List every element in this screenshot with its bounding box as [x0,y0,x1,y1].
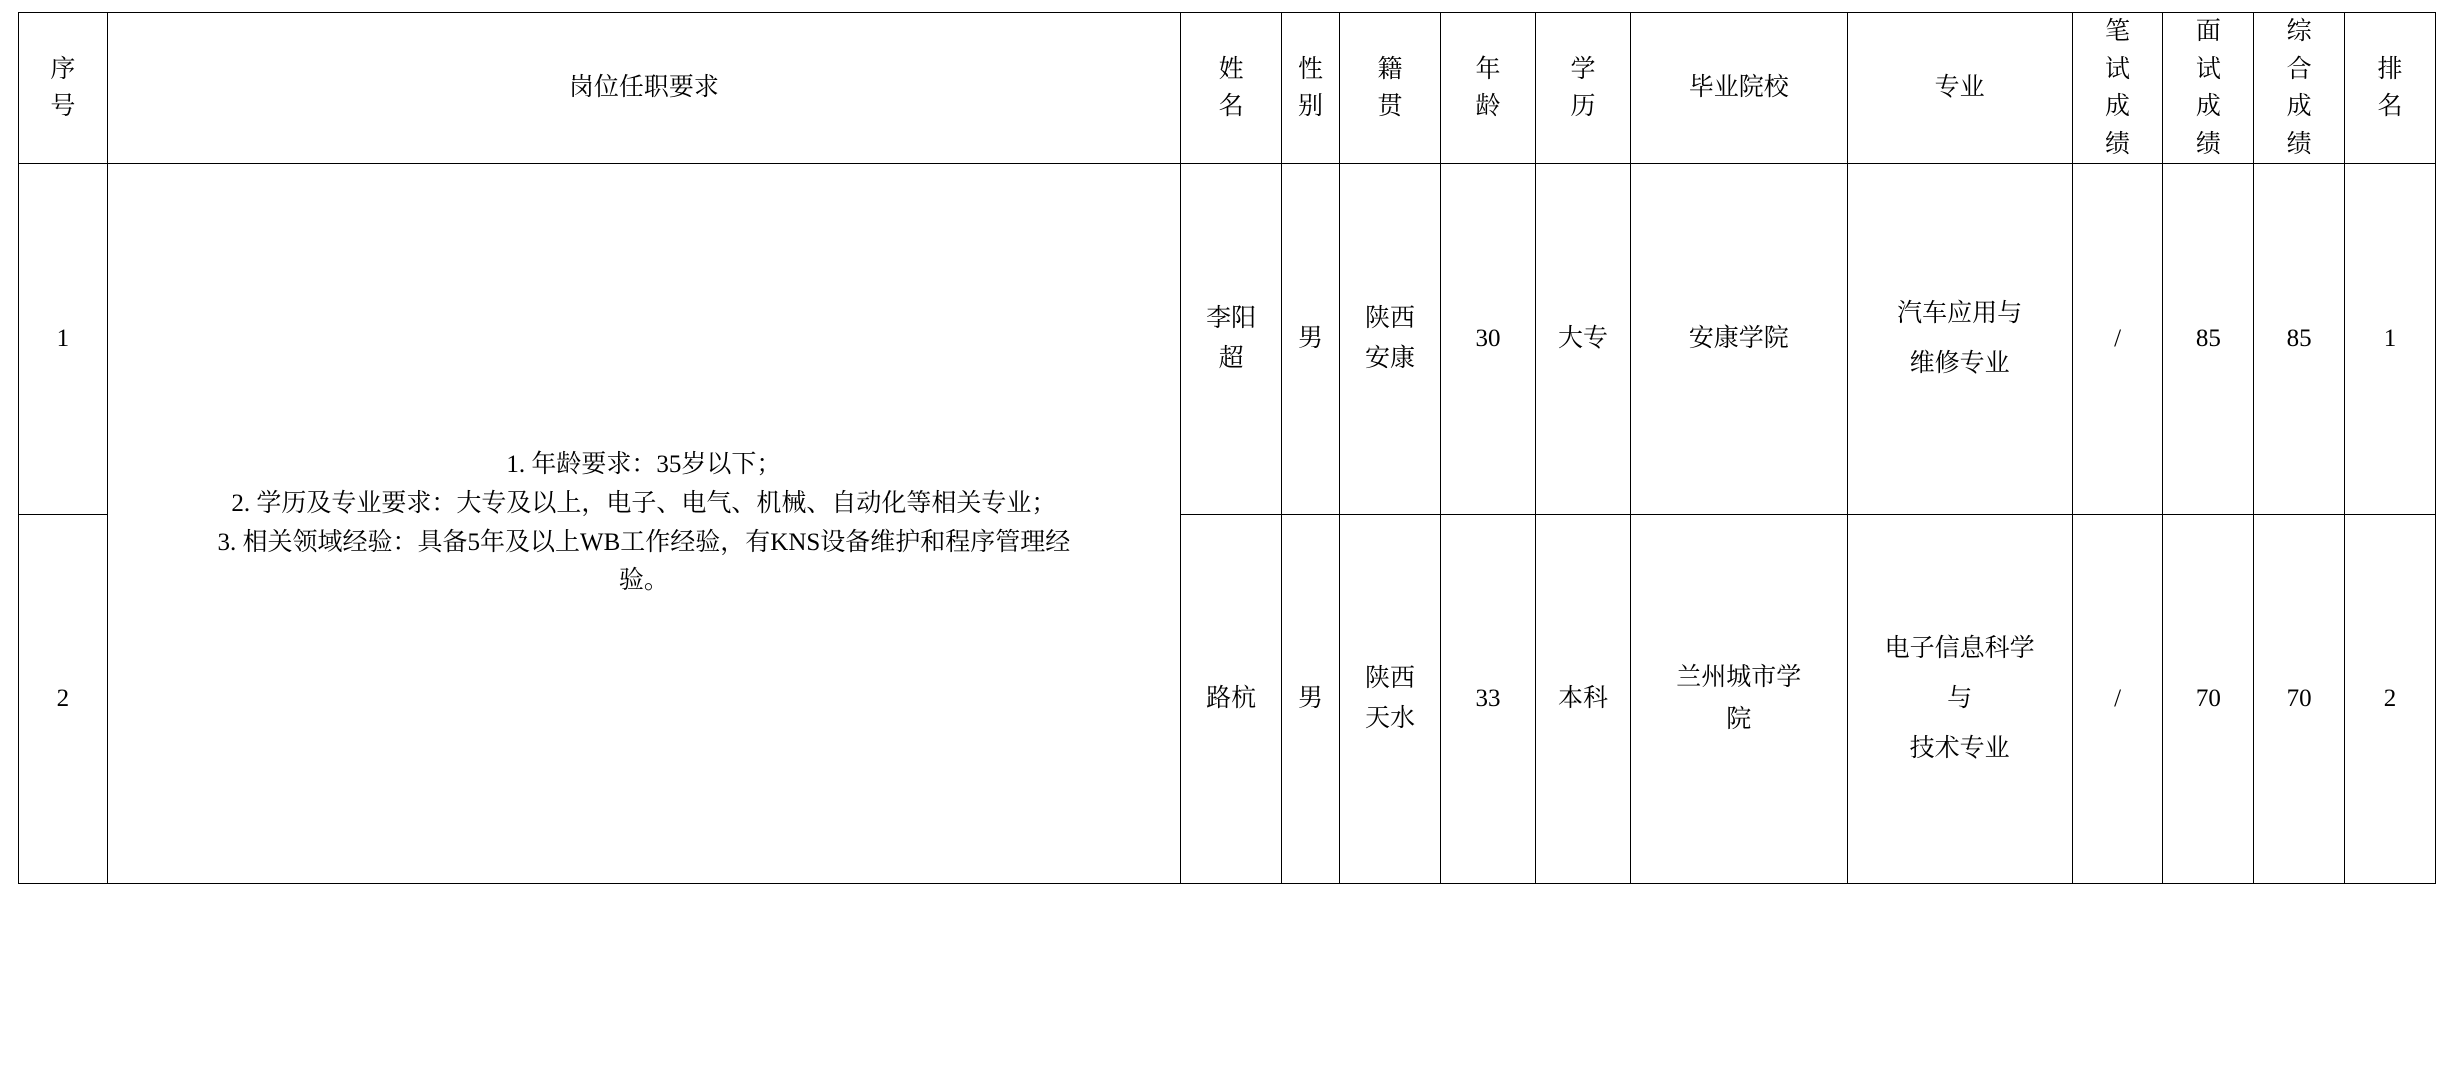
header-education: 学 历 [1536,13,1631,164]
header-age: 年 龄 [1441,13,1536,164]
cell-sex: 男 [1282,515,1340,884]
cell-total-score: 70 [2254,515,2345,884]
header-name: 姓 名 [1181,13,1282,164]
cell-native-place: 陕西 安康 [1339,164,1440,515]
header-total-score: 综 合 成 绩 [2254,13,2345,164]
cell-written-score: / [2072,515,2163,884]
header-requirements: 岗位任职要求 [107,13,1180,164]
table-header-row [19,13,2436,164]
cell-name: 路杭 [1181,515,1282,884]
cell-rank: 1 [2345,164,2436,515]
cell-sex: 男 [1282,164,1340,515]
cell-major: 汽车应用与 维修专业 [1847,164,2072,515]
cell-name: 李阳 超 [1181,164,1282,515]
header-seq: 序 号 [19,13,108,164]
cell-requirements [107,164,1180,884]
header-interview-score: 面 试 成 绩 [2163,13,2254,164]
cell-age: 30 [1441,164,1536,515]
header-school: 毕业院校 [1630,13,1847,164]
cell-written-score: / [2072,164,2163,515]
requirement-line-4: 验。 [618,567,669,595]
cell-native-place: 陕西 天水 [1339,515,1440,884]
candidate-results-table [18,12,2436,884]
header-sex: 性 别 [1282,13,1340,164]
requirement-line-3: 3. 相关领域经验：具备5年及以上WB工作经验，有KNS设备维护和程序管理经 [217,528,1071,556]
requirement-line-1: 1. 年龄要求：35岁以下； [506,451,782,478]
cell-school: 兰州城市学 院 [1630,515,1847,884]
header-major: 专业 [1847,13,2072,164]
cell-seq: 1 [19,164,108,515]
cell-major: 电子信息科学 与 技术专业 [1847,515,2072,884]
header-native-place: 籍 贯 [1339,13,1440,164]
cell-seq: 2 [19,515,108,884]
cell-total-score: 85 [2254,164,2345,515]
cell-education: 大专 [1536,164,1631,515]
requirement-line-2: 2. 学历及专业要求：大专及以上，电子、电气、机械、自动化等相关专业； [231,489,1057,517]
cell-rank: 2 [2345,515,2436,884]
cell-education: 本科 [1536,515,1631,884]
cell-interview-score: 85 [2163,164,2254,515]
header-written-score: 笔 试 成 绩 [2072,13,2163,164]
table-row [19,164,2436,515]
cell-age: 33 [1441,515,1536,884]
cell-interview-score: 70 [2163,515,2254,884]
header-rank: 排 名 [2345,13,2436,164]
cell-school: 安康学院 [1630,164,1847,515]
